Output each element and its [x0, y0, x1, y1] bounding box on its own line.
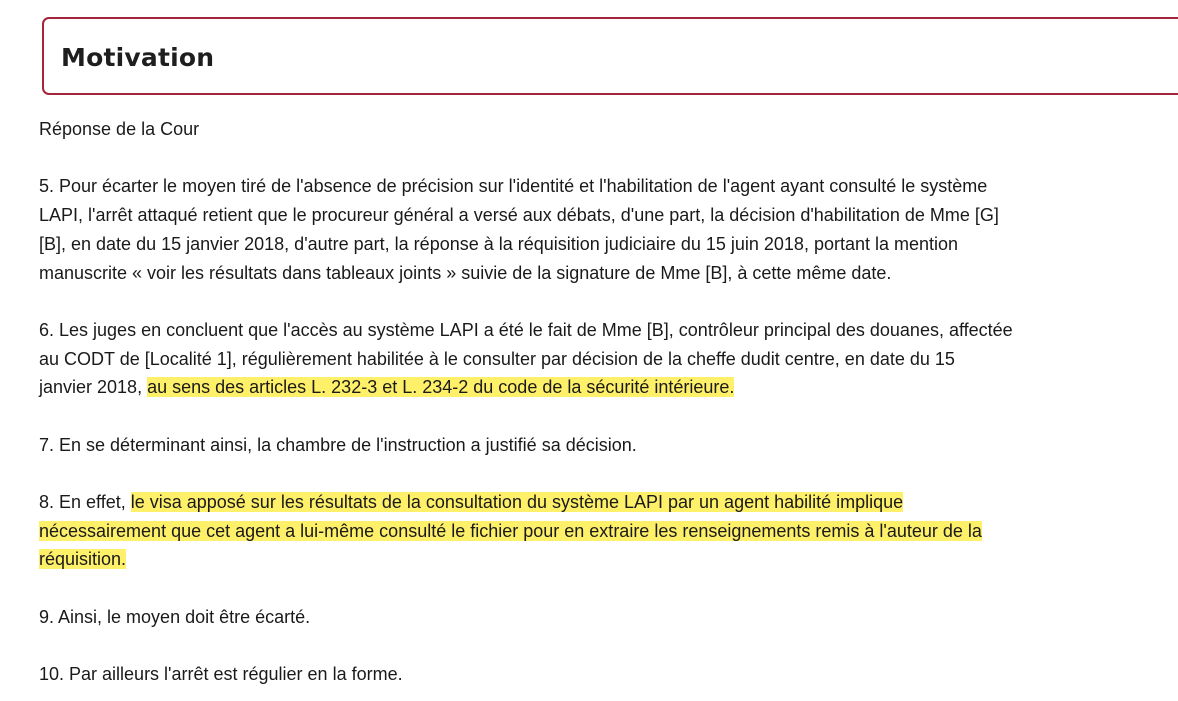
paragraph-5-line-4: manuscrite « voir les résultats dans tableaux joints » suivie de la signature de Mme [B], à cette même date.	[39, 262, 892, 283]
decision-text	[39, 115, 1149, 689]
paragraph-8	[39, 488, 1149, 574]
paragraph-5-line-3: [B], en date du 15 janvier 2018, d'autre part, la réponse à la réquisition judiciaire du 15 juin 2018, portant la mention	[39, 233, 959, 254]
paragraph-10: 10. Par ailleurs l'arrêt est régulier en la forme.	[39, 664, 403, 685]
paragraph-7: 7. En se déterminant ainsi, la chambre de l'instruction a justifié sa décision.	[39, 434, 637, 455]
paragraph-9: 9. Ainsi, le moyen doit être écarté.	[39, 606, 311, 627]
highlight-visa-line-1: le visa apposé sur les résultats de la consultation du système LAPI par un agent habilité implique	[130, 492, 904, 513]
section-header-box	[42, 17, 1178, 95]
subtitle: Réponse de la Cour	[39, 119, 200, 139]
paragraph-5-line-2: LAPI, l'arrêt attaqué retient que le procureur général a versé aux débats, d'une part, la décision d'habilitation de Mme [G]	[39, 205, 999, 226]
paragraph-5-line-1: 5. Pour écarter le moyen tiré de l'absence de précision sur l'identité et l'habilitation de l'agent ayant consulté le système	[39, 176, 988, 197]
highlight-articles: au sens des articles L. 232-3 et L. 234-2 du code de la sécurité intérieure.	[147, 377, 735, 398]
paragraph-5	[39, 172, 1149, 287]
paragraph-6-line-2: au CODT de [Localité 1], régulièrement habilitée à le consulter par décision de la cheffe dudit centre, en date du 15	[39, 348, 955, 369]
paragraph-6	[39, 316, 1149, 402]
highlight-visa-line-2: nécessairement que cet agent a lui-même consulté le fichier pour en extraire les renseignements remis à l'auteur de la	[39, 520, 982, 541]
section-title: Motivation	[61, 43, 215, 72]
paragraph-8-line-1: 8. En effet,	[39, 492, 131, 513]
paragraph-6-line-3: janvier 2018,	[39, 377, 148, 398]
highlight-visa-line-3: réquisition.	[39, 549, 127, 570]
paragraph-6-line-1: 6. Les juges en concluent que l'accès au système LAPI a été le fait de Mme [B], contrôleur principal des douanes, affectée	[39, 319, 1013, 340]
